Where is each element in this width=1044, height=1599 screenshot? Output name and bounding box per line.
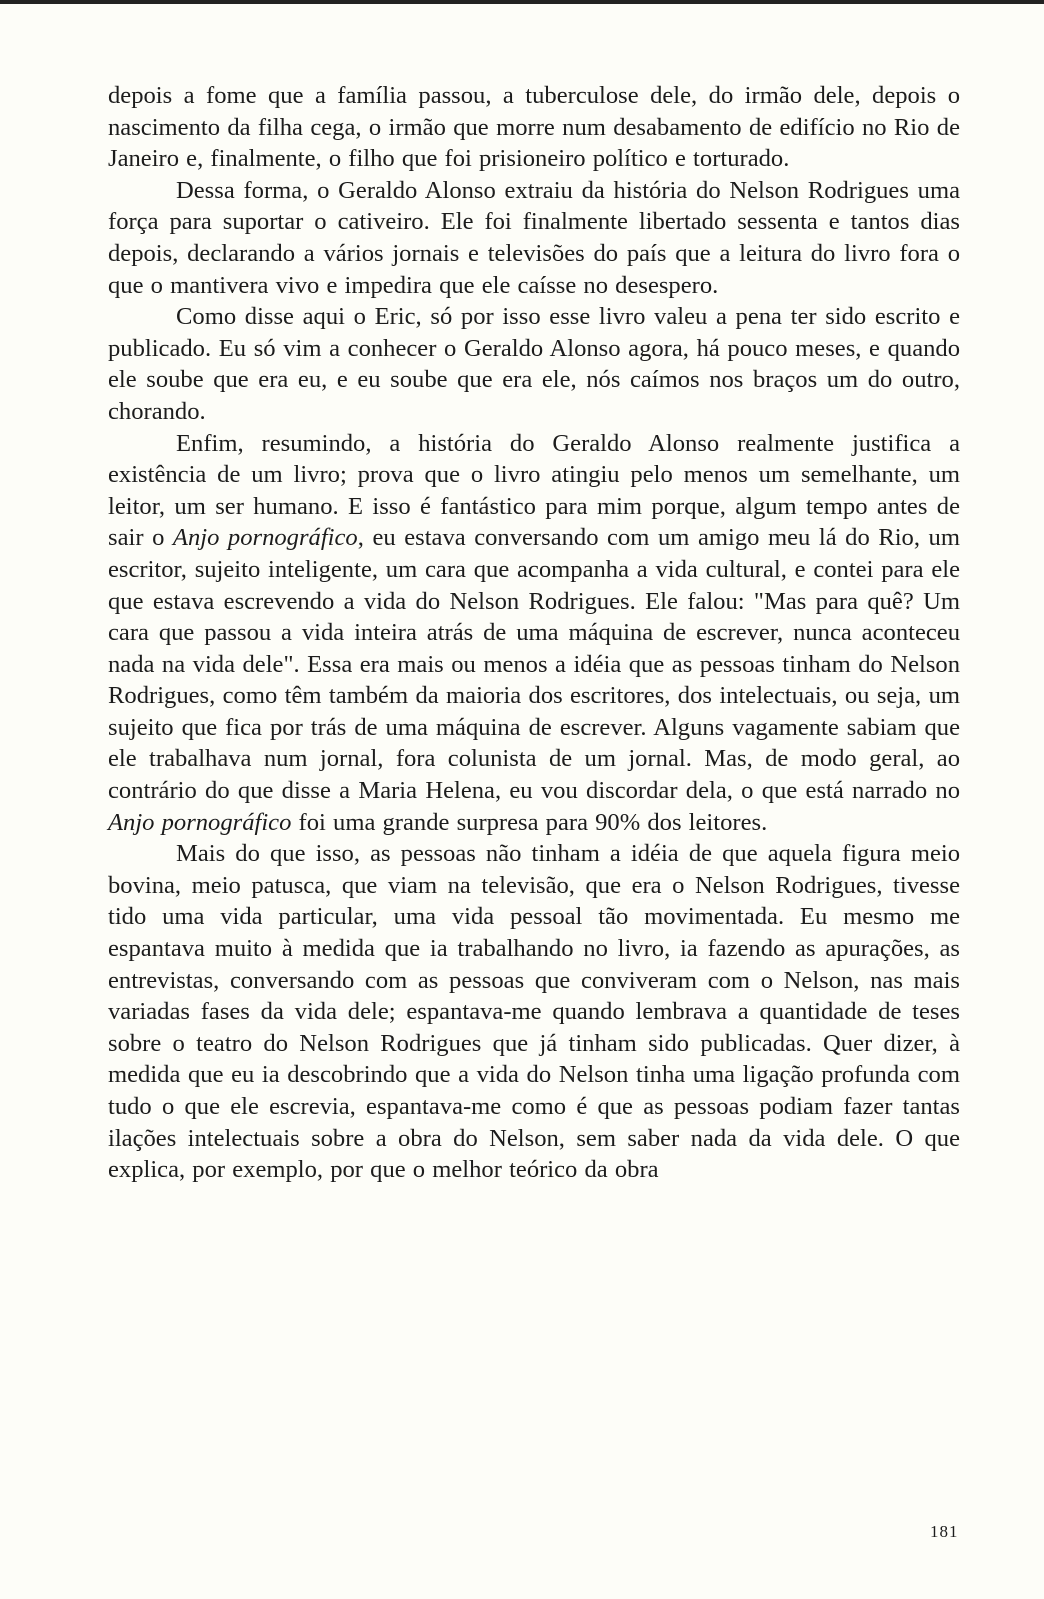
paragraph-text-run: , eu estava conversando com um amigo meu lá do Rio, um escritor, sujeito inteligente, um cara que acompanha a vida cultural, e contei para ele que estava escrevendo a vida do Nelson Rodrigues. Ele falou: "Mas para quê? Um cara que passou a vida inteira atrás de uma máquina de escrever, nunca aconteceu nada na vida dele". Essa era mais ou menos a idéia que as pessoas tinham do Nelson Rodrigues, como têm também da maioria dos escritores, dos intelectuais, ou seja, um sujeito que fica por trás de uma máquina de escrever. Alguns vagamente sabiam que ele trabalhava num jornal, fora colunista de um jornal. Mas, de modo geral, ao contrário do que disse a Maria Helena, eu vou discordar dela, o que está narrado no [108, 524, 960, 805]
paragraph-2 [108, 175, 960, 301]
paragraph-text-run: Dessa forma, o Geraldo Alonso extraiu da história do Nelson Rodrigues uma força para suportar o cativeiro. Ele foi finalmente libertado sessenta e tantos dias depois, declarando a vários jornais e televisões do país que a leitura do livro fora o que o mantivera vivo e impedira que ele caísse no desespero. [108, 176, 960, 299]
paragraph-text-run: Enfim, resumindo, a história do Geraldo Alonso realmente justifica a existência de um livro; prova que o livro atingiu pelo menos um semelhante, um leitor, um ser humano. E isso é fantástico para mim porque, algum tempo antes de sair o [108, 429, 960, 552]
paragraph-text-run: Mais do que isso, as pessoas não tinham a idéia de que aquela figura meio bovina, meio patusca, que viam na televisão, que era o Nelson Rodrigues, tivesse tido uma vida particular, uma vida pessoal tão movimentada. Eu mesmo me espantava muito à medida que ia trabalhando no livro, ia fazendo as apurações, as entrevistas, conversando com as pessoas que conviveram com o Nelson, nas mais variadas fases da vida dele; espantava-me quando lembrava a quantidade de teses sobre o teatro do Nelson Rodrigues que já tinham sido publicadas. Quer dizer, à medida que eu ia descobrindo que a vida do Nelson tinha uma ligação profunda com tudo o que ele escrevia, espantava-me como é que as pessoas podiam fazer tantas ilações intelectuais sobre a obra do Nelson, sem saber nada da vida dele. O que explica, por exemplo, por que o melhor teórico da obra [108, 840, 960, 1184]
page-top-border [0, 0, 1044, 4]
paragraph-3 [108, 301, 960, 427]
paragraph-text-run: Como disse aqui o Eric, só por isso esse livro valeu a pena ter sido escrito e publicado. Eu só vim a conhecer o Geraldo Alonso agora, há pouco meses, e quando ele soube que era eu, e eu soube que era ele, nós caímos nos braços um do outro, chorando. [108, 303, 960, 425]
page-number: 181 [930, 1522, 959, 1541]
paragraph-1 [108, 80, 960, 175]
paragraph-5 [108, 838, 960, 1186]
paragraph-4 [108, 428, 960, 839]
paragraph-text-run: depois a fome que a família passou, a tuberculose dele, do irmão dele, depois o nascimento da filha cega, o irmão que morre num desabamento de edifício no Rio de Janeiro e, finalmente, o filho que foi prisioneiro político e torturado. [108, 82, 960, 173]
italic-title-text: Anjo pornográfico [108, 808, 292, 836]
paragraph-text-run: foi uma grande surpresa para 90% dos leitores. [291, 808, 768, 836]
italic-title-text: Anjo pornográfico [172, 524, 358, 552]
body-text [108, 80, 960, 1186]
